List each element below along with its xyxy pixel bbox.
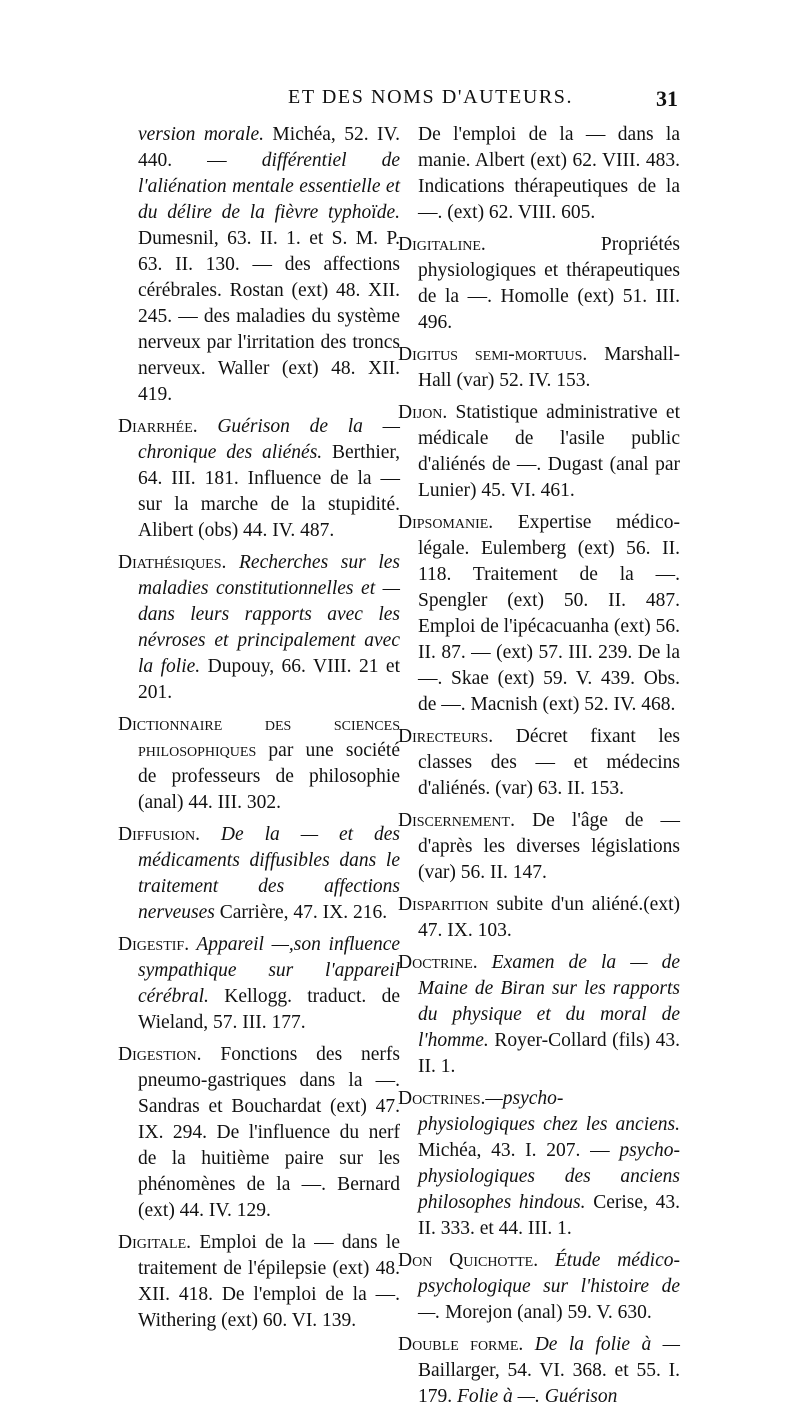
entry-headword: Doctrine.	[398, 952, 478, 973]
entry-title-text: différentiel de l'aliénation mentale essentielle et du délire de la fièvre typhoïde.	[138, 150, 401, 223]
entry-title-text: Examen de la — de Maine de Biran sur les rapports du physique et du moral de l'homme.	[418, 952, 680, 1051]
entry-headword: Digestif.	[118, 934, 190, 955]
index-entry	[118, 932, 400, 1036]
index-entry	[398, 808, 680, 886]
entry-reference-text: Royer-Collard (fils) 43. II. 1.	[418, 1030, 680, 1077]
entry-title-text: Appareil —,son influence sympathique sur l'appareil cérébral.	[138, 934, 400, 1007]
index-entry	[118, 550, 400, 706]
entry-title-text: psycho-physiologiques des anciens philosophes hindous.	[418, 1140, 680, 1213]
entry-headword: Double forme.	[398, 1334, 524, 1355]
entry-reference-text: Morejon (anal) 59. V. 630.	[440, 1302, 652, 1323]
entry-headword: Digitale.	[118, 1232, 192, 1253]
entry-reference-text: Statistique administrative et médicale de l'asile public d'aliénés de —. Dugast (anal par Lunier) 45. VI. 461.	[418, 402, 680, 501]
index-entry	[398, 1332, 680, 1410]
entry-reference-text: subite d'un aliéné.(ext) 47. IX. 103.	[418, 894, 680, 941]
entry-reference-text: par une société de professeurs de philosophie (anal) 44. III. 302.	[138, 740, 400, 813]
entry-title-text: —psycho-physiologiques chez les anciens.	[418, 1088, 680, 1135]
page-number: 31	[656, 86, 678, 111]
entry-headword: Dijon.	[398, 402, 448, 423]
entry-reference-text: Carrière, 47. IX. 216.	[214, 902, 388, 923]
entry-reference-text: Baillarger, 54. VI. 368. et 55. I. 179.	[418, 1360, 680, 1407]
entry-title-text: De la — et des médicaments diffusibles dans le traitement des affections nerveuses	[138, 824, 400, 923]
entry-headword: Diffusion.	[118, 824, 200, 845]
index-entry	[118, 1230, 400, 1334]
running-header	[0, 86, 800, 120]
index-entry	[398, 724, 680, 802]
index-entry	[118, 1042, 400, 1224]
entry-headword: Diathésiques.	[118, 552, 227, 573]
entry-reference-text: Propriétés physiologiques et thérapeutiques de la —. Homolle (ext) 51. III. 496.	[418, 234, 680, 333]
index-entry	[398, 510, 680, 718]
entry-headword: Disparition	[398, 894, 489, 915]
entry-title-text: Folie à —. Guérison	[457, 1386, 618, 1407]
entry-headword: Digitus semi-mortuus.	[398, 344, 588, 365]
entry-reference-text: Décret fixant les classes des — et médecins d'aliénés. (var) 63. II. 153.	[418, 726, 680, 799]
entry-reference-text: De l'emploi de la — dans la manie. Albert (ext) 62. VIII. 483. Indications thérapeutiques de la —. (ext) 62. VIII. 605.	[418, 124, 680, 223]
entry-title-text: Étude médico-psychologique sur l'histoire de —.	[418, 1250, 681, 1323]
index-entry	[118, 414, 400, 544]
entry-title-text: version morale.	[138, 124, 264, 145]
entry-headword: Digitaline.	[398, 234, 486, 255]
entry-reference-text: Michéa, 43. I. 207. —	[418, 1140, 620, 1161]
entry-title-text: Recherches sur les maladies constitutionnelles et — dans leurs rapports avec les névroses et principalement avec la folie.	[138, 552, 400, 677]
entry-headword: Doctrines.	[398, 1088, 486, 1109]
index-entry	[398, 892, 680, 944]
index-entry	[398, 1248, 680, 1326]
index-entry	[118, 122, 400, 408]
index-entry	[398, 1086, 680, 1242]
entry-reference-text: De l'âge de — d'après les diverses législations (var) 56. II. 147.	[418, 810, 680, 883]
entry-headword: Directeurs.	[398, 726, 494, 747]
entry-reference-text: Dumesnil, 63. II. 1. et S. M. P. 63. II. 130. — des affections cérébrales. Rostan (ext) 48. XII. 245. — des maladies du système nerveux par l'irritation des troncs nerveux. Waller (ext) 48. XII. 419.	[138, 228, 400, 405]
index-entry	[398, 342, 680, 394]
entry-reference-text: Marshall-Hall (var) 52. IV. 153.	[418, 344, 680, 391]
entry-title-text: Guérison de la — chronique des aliénés.	[138, 416, 400, 463]
entry-title-text: De la folie à —	[523, 1334, 681, 1355]
entry-headword: Diarrhée.	[118, 416, 198, 437]
left-column	[118, 122, 400, 1340]
header-title: ET DES NOMS D'AUTEURS.	[288, 86, 574, 108]
index-entry	[118, 712, 400, 816]
entry-reference-text: Fonctions des nerfs pneumo-gastriques dans la —. Sandras et Bouchardat (ext) 47. IX. 294. De l'influence du nerf de la huitième paire sur les phénomènes de la —. Bernard (ext) 44. IV. 129.	[138, 1044, 400, 1221]
entry-reference-text: Expertise médico-légale. Eulemberg (ext) 56. II. 118. Traitement de la —. Spengler (ext) 50. II. 487. Emploi de l'ipécacuanha (ext) 56. II. 87. — (ext) 57. III. 239. De la —. Skae (ext) 59. V. 439. Obs. de —. Macnish (ext) 52. IV. 468.	[418, 512, 680, 715]
entry-headword: Dictionnaire des sciences philosophiques	[118, 714, 400, 761]
right-column	[398, 122, 680, 1416]
entry-headword: Discernement.	[398, 810, 515, 831]
entry-headword: Dipsomanie.	[398, 512, 494, 533]
entry-headword: Digestion.	[118, 1044, 202, 1065]
index-entry	[398, 232, 680, 336]
index-entry	[118, 822, 400, 926]
entry-headword: Don Quichotte.	[398, 1250, 539, 1271]
entry-reference-text: Emploi de la — dans le traitement de l'épilepsie (ext) 48. XII. 418. De l'emploi de la —. Withering (ext) 60. VI. 139.	[138, 1232, 400, 1331]
index-entry	[398, 400, 680, 504]
entry-reference-text: Michéa, 52. IV. 440. —	[138, 124, 400, 171]
entry-reference-text: Berthier, 64. III. 181. Influence de la — sur la marche de la stupidité. Alibert (obs) 44. IV. 487.	[138, 442, 400, 541]
entry-reference-text: Dupouy, 66. VIII. 21 et 201.	[138, 656, 400, 703]
index-entry	[398, 122, 680, 226]
index-entry	[398, 950, 680, 1080]
entry-reference-text: Cerise, 43. II. 333. et 44. III. 1.	[418, 1192, 680, 1239]
entry-reference-text: Kellogg. traduct. de Wieland, 57. III. 177.	[138, 986, 400, 1033]
